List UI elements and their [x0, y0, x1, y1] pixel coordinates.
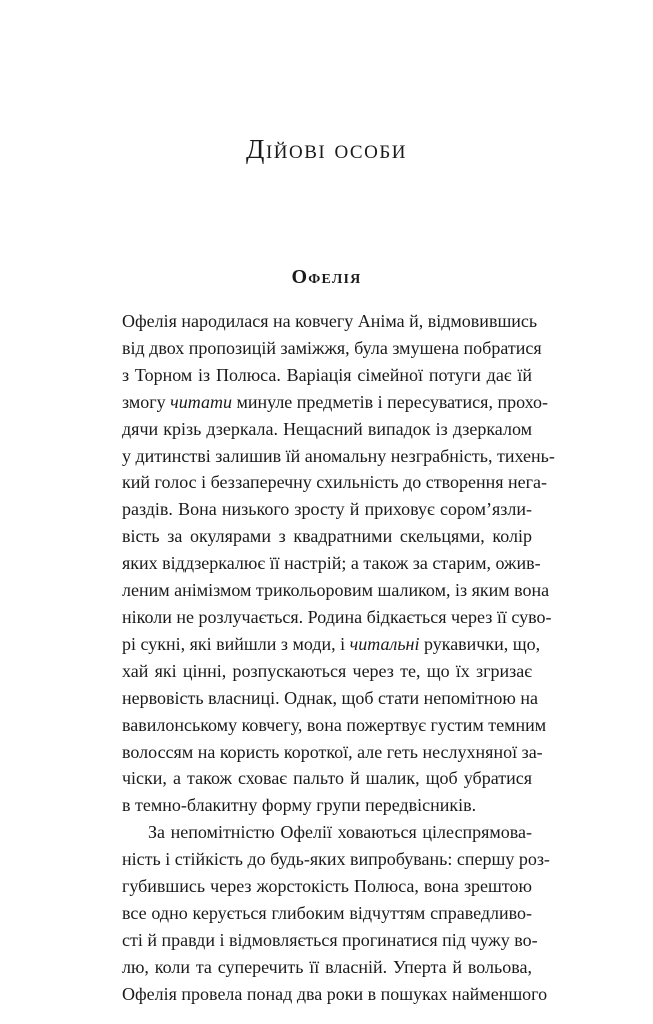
text-line: вість за окулярами з квадратними скельцями, колір — [122, 526, 532, 547]
text-line: лю, коли та суперечить її власній. Уперта й вольова, — [122, 956, 532, 977]
text-line: леним анімізмом трикольоровим шаликом, із яким вона — [122, 580, 550, 601]
text-line: вавилонському ковчегу, вона пожертвує густим темним — [122, 714, 547, 735]
text-line: ніколи не розлучається. Родина бідкається через її суво- — [122, 606, 552, 627]
text-line: рі сукні, які вийшли з моди, і читальні рукавички, що, — [122, 633, 541, 654]
text-line: все одно керується глибоким відчуттям справедливо- — [122, 902, 532, 923]
text-line: Офелія провела понад два роки в пошуках найменшого — [122, 983, 548, 1004]
text-line: в темно-блакитну форму групи передвісників. — [122, 795, 477, 816]
chapter-title: Дійові особи — [246, 134, 407, 164]
text-line: За непомітністю Офелії ховаються цілеспрямова- — [148, 822, 532, 843]
section-title: Офелія — [291, 266, 362, 288]
text-line: сті й правди і відмовляється прогинатися під чужу во- — [122, 929, 538, 950]
text-line: кий голос і беззаперечну схильність до створення нега- — [122, 472, 547, 493]
text-line: ність і стійкість до будь-яких випробувань: спершу роз- — [122, 849, 550, 870]
text-line: губившись через жорстокість Полюса, вона зрештою — [122, 876, 532, 897]
text-line: раздів. Вона низького зросту й приховує сором’язли- — [122, 499, 532, 520]
italic-term: читати — [170, 391, 232, 412]
text-line: яких віддзеркалює її настрій; а також за старим, ожив- — [122, 553, 541, 574]
text-line: змогу читати минуле предметів і пересуватися, прохо- — [122, 391, 548, 412]
text-line: нервовість власниці. Однак, щоб стати непомітною на — [122, 687, 538, 708]
italic-term: читальні — [349, 633, 420, 654]
text-line: у дитинстві залишив їй аномальну незграбність, тихень- — [122, 445, 555, 466]
text-line: дячи крізь дзеркала. Нещасний випадок із дзеркалом — [122, 418, 532, 439]
text-line: хай які цінні, розпускаються через те, що їх згризає — [122, 660, 532, 681]
text-line: чіски, а також сховає пальто й шалик, щоб убратися — [122, 768, 532, 789]
body-text — [122, 308, 555, 1008]
text-line: від двох пропозицій заміжжя, була змушена побратися — [122, 337, 542, 358]
text-line: Офелія народилася на ковчегу Аніма й, відмовившись — [122, 311, 538, 331]
text-line: волоссям на користь короткої, але геть неслухняної за- — [122, 741, 543, 762]
text-line: з Торном із Полюса. Варіація сімейної потуги дає їй — [122, 364, 532, 385]
